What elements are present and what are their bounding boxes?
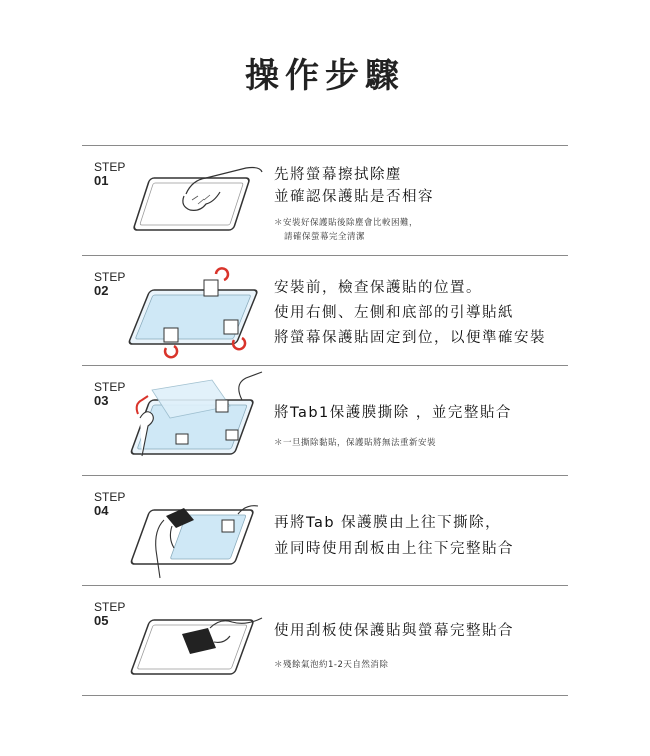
step-label: STEP 04 <box>94 490 126 518</box>
step-instruction: 先將螢幕擦拭除塵 <box>274 167 402 183</box>
step-02 <box>82 256 568 366</box>
step-label: STEP 03 <box>94 380 126 408</box>
step-instruction: 將Tab1保護膜撕除 ，並完整貼合 <box>274 405 512 421</box>
step-label: STEP 02 <box>94 270 126 298</box>
step-instruction: 使用刮板使保護貼與螢幕完整貼合 <box>274 623 514 639</box>
step-instruction: 將螢幕保護貼固定到位，以便準確安裝 <box>274 330 546 346</box>
step-03 <box>82 366 568 476</box>
step-instruction: 使用右側、左側和底部的引導貼紙 <box>274 305 514 321</box>
step-note: ＊安裝好保護貼後除塵會比較困難， <box>274 218 419 228</box>
tablet-guide-stickers-illustration-icon <box>124 260 264 360</box>
step-note: ＊一旦撕除黏貼，保護貼將無法重新安裝 <box>274 438 437 448</box>
step-instruction: 並確認保護貼是否相容 <box>274 189 434 205</box>
tablet-squeegee-finish-illustration-icon <box>124 590 264 690</box>
tablet-peel-illustration-icon <box>124 370 264 470</box>
page-title: 操作步驟 <box>245 56 405 96</box>
step-note: 請確保螢幕完全清潔 <box>284 232 366 242</box>
tablet-wipe-illustration-icon <box>124 150 264 250</box>
step-instruction: 再將Tab 保護膜由上往下撕除， <box>274 515 502 531</box>
step-04 <box>82 476 568 586</box>
step-label: STEP 05 <box>94 600 126 628</box>
step-instruction: 並同時使用刮板由上往下完整貼合 <box>274 541 514 557</box>
step-note: ＊殘餘氣泡約1-2天自然消除 <box>274 660 389 670</box>
step-instruction: 安裝前，檢查保護貼的位置。 <box>274 280 482 296</box>
tablet-squeegee-illustration-icon <box>124 480 264 580</box>
step-05 <box>82 586 568 696</box>
step-label: STEP 01 <box>94 160 126 188</box>
step-01 <box>82 146 568 256</box>
